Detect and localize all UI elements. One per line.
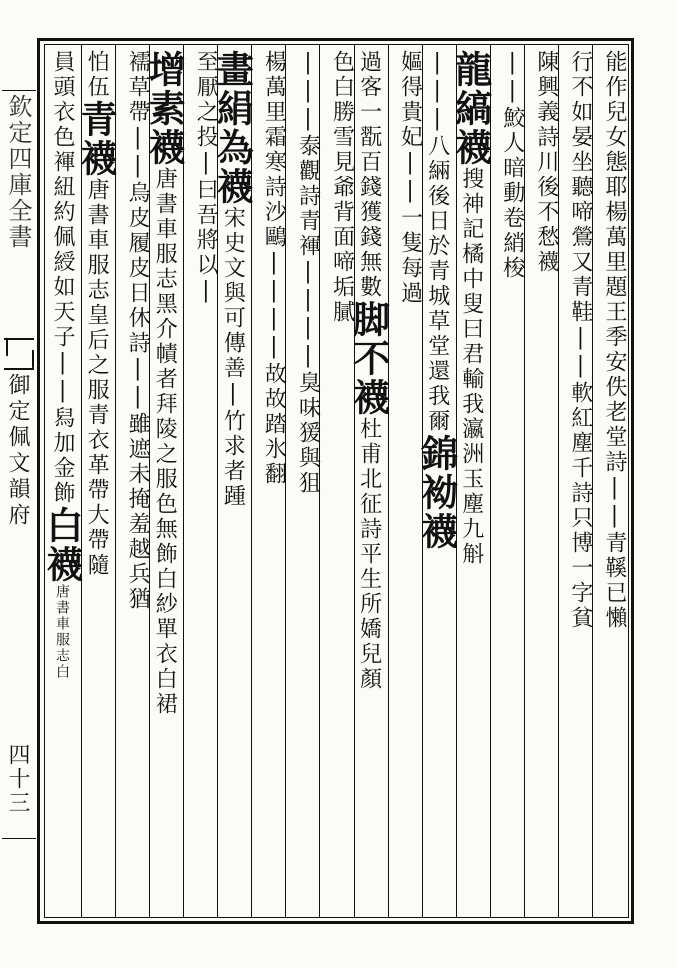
entry-text: 陳興義詩川後不愁襪 xyxy=(533,50,559,275)
margin-header-text: 欽定四庫全書 xyxy=(4,94,32,250)
text-column-5 xyxy=(448,50,493,912)
entry-text: |||泰觀詩青褌||||臭味猨與狙 xyxy=(295,50,321,496)
entry-text: ||鮫人暗動卷綃梭 xyxy=(499,50,525,281)
column-rule xyxy=(490,44,491,918)
entry-text: 唐書車服志黑介幘者拜陵之服色無飾白紗單衣白裙 xyxy=(152,167,178,717)
entry-headword: 錦袎襪 xyxy=(414,434,459,551)
entry-text: 唐書車服志白 xyxy=(54,584,71,680)
text-column-4 xyxy=(493,50,523,912)
entry-headword: 脚不襪 xyxy=(346,300,391,417)
entry-text: 襦草帶||烏皮履皮日休詩||雖遮未掩羞越兵猶 xyxy=(125,50,151,612)
entry-text: 杜甫北征詩平生所嬌兒顏 xyxy=(356,417,382,692)
column-rule xyxy=(183,44,184,918)
entry-text: 楊萬里霜寒詩沙鷗||||故故踏氷翻 xyxy=(261,50,287,487)
text-column-1 xyxy=(595,50,625,912)
entry-text: 至厭之投|曰吾將以| xyxy=(193,50,219,306)
text-column-9 xyxy=(322,50,355,912)
text-column-15 xyxy=(118,50,151,912)
entry-text: 過客一翫百錢獲錢無數 xyxy=(356,50,382,300)
text-column-16 xyxy=(74,50,119,912)
entry-text: 怕伍 xyxy=(84,50,110,100)
text-column-17 xyxy=(40,50,85,912)
entry-text: 員頭衣色褌紐約佩綬如天子||舄加金飾 xyxy=(50,50,76,506)
page-margin xyxy=(0,38,37,924)
text-column-13 xyxy=(186,50,219,912)
entry-headword: 龍縞襪 xyxy=(448,50,493,167)
fish-tail-ornament xyxy=(4,338,34,370)
entry-headword: 青襪 xyxy=(74,100,119,178)
entry-headword: 白襪 xyxy=(40,506,85,584)
entry-text: |||八緉後日於青城草堂還我爾 xyxy=(424,50,450,434)
text-column-7 xyxy=(391,50,421,912)
margin-page-number: 四十三 xyxy=(5,743,30,815)
text-column-8 xyxy=(346,50,391,912)
entry-text: 行不如晏坐聽啼鶯又青鞋||軟紅塵千詩只博一字貧 xyxy=(567,50,593,631)
entry-text: 搜神記橘中叟曰君輸我瀛洲玉塵九斛 xyxy=(458,167,484,567)
text-column-6 xyxy=(414,50,459,912)
text-column-3 xyxy=(527,50,557,912)
margin-rule-top xyxy=(2,90,36,91)
column-rule xyxy=(388,44,389,918)
entry-text: 嫗得貴妃||一隻每過 xyxy=(397,50,423,306)
entry-text: 能作兒女態耶楊萬里題王季安佚老堂詩||青鞵已懶 xyxy=(601,50,627,631)
entry-text: 宋史文與可傳善|竹求者踵 xyxy=(220,206,246,509)
entry-headword: 增素襪 xyxy=(142,50,187,167)
entry-text: 色白勝雪見爺背面啼垢膩 xyxy=(329,50,355,325)
margin-rule-bottom xyxy=(2,838,36,839)
entry-text: 唐書車服志皇后之服青衣革帶大帶隨 xyxy=(84,178,110,578)
text-column-2 xyxy=(561,50,591,912)
entry-headword: 畫絹為襪 xyxy=(210,50,255,206)
text-column-12 xyxy=(210,50,255,912)
text-column-10 xyxy=(288,50,321,912)
margin-book-title: 御定佩文韻府 xyxy=(5,373,30,529)
text-column-11 xyxy=(254,50,287,912)
text-column-14 xyxy=(142,50,187,912)
